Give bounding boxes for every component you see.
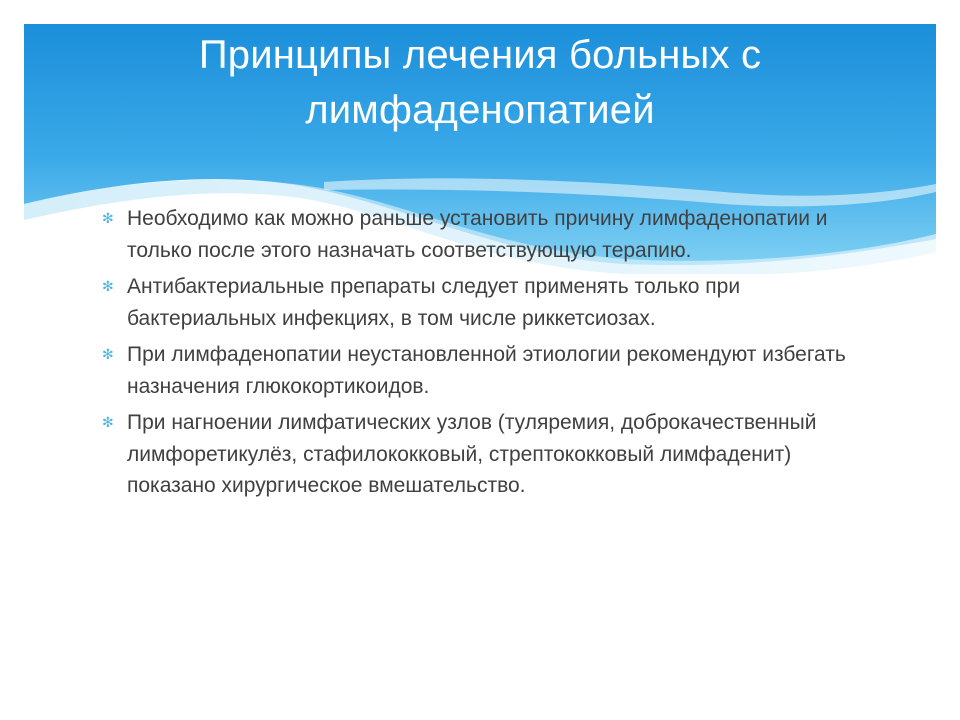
bullet-item [102,339,862,402]
asterisk-icon: ✻ [102,346,114,362]
bullet-text: При нагноении лимфатических узлов (туляремия, доброкачественный лимфоретикулёз, стафилококковый, стрептококковый лимфаденит) показано хирургическое вмешательство. [127,411,817,497]
asterisk-icon: ✻ [102,210,114,226]
bullet-list [102,203,862,507]
bullet-text: При лимфаденопатии неустановленной этиологии рекомендуют избегать назначения глюкокортикоидов. [127,343,846,398]
bullet-text: Необходимо как можно раньше установить причину лимфаденопатии и только после этого назначать соответствующую терапию. [127,207,828,262]
asterisk-icon: ✻ [102,278,114,294]
bullet-item [102,203,862,266]
slide-title: Принципы лечения больных с лимфаденопатией [198,33,762,132]
bullet-text: Антибактериальные препараты следует применять только при бактериальных инфекциях, в том числе риккетсиозах. [127,275,741,330]
bullet-item [102,407,862,502]
bullet-item [102,271,862,334]
asterisk-icon: ✻ [102,414,114,430]
